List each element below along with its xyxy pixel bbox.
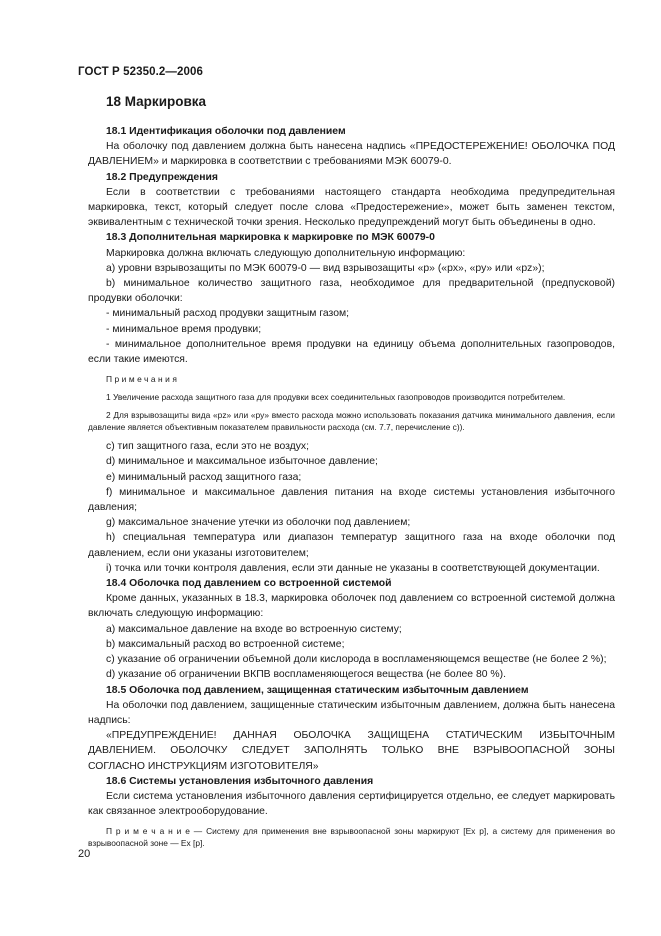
paragraph: е) минимальный расход защитного газа; [106,471,302,483]
paragraph: 18.3 Дополнительная маркировка к маркировке по МЭК 60079-0 [106,232,435,244]
paragraph: На оболочку под давлением должна быть нанесена надпись «ПРЕДОСТЕРЕЖЕНИЕ! ОБОЛОЧКА ПОД ДАВЛЕНИЕМ» и маркировка в соответствии с требованиями МЭК 60079-0. [88,141,615,168]
paragraph: g) максимальное значение утечки из оболочки под давлением; [106,517,411,529]
paragraph: 18.4 Оболочка под давлением со встроенной системой [106,578,392,590]
paragraph: П р и м е ч а н и е — Систему для применения вне взрывоопасной зоны маркируют [Ex p], а систему для применения во взрывоопасной зоне — Ex [p]. [88,826,615,849]
paragraph: i) точка или точки контроля давления, если эти данные не указаны в соответствующей документации. [106,562,600,574]
paragraph: d) минимальное и максимальное избыточное давление; [106,456,378,468]
paragraph: d) указание об ограничении ВКПВ воспламеняющегося вещества (не более 80 %). [106,669,506,681]
paragraph: СОГЛАСНО ИНСТРУКЦИЯМ ИЗГОТОВИТЕЛЯ» [88,760,319,772]
paragraph: 1 Увеличение расхода защитного газа для продувки всех соединительных газопроводов производится потребителем. [106,392,566,403]
paragraph: f) минимальное и максимальное давления питания на входе системы установления избыточного давления; [88,486,615,514]
section-title: 18 Маркировка [106,94,207,109]
paragraph: Кроме данных, указанных в 18.3, маркировка оболочек под давлением со встроенной системой должна включать следующую информацию: [88,593,615,620]
document-body [88,124,615,855]
paragraph: 18.5 Оболочка под давлением, защищенная статическим избыточным давлением [106,684,529,696]
page-number: 20 [78,848,91,860]
paragraph: «ПРЕДУПРЕЖДЕНИЕ! ДАННАЯ ОБОЛОЧКА ЗАЩИЩЕНА СТАТИЧЕСКИМ ИЗБЫТОЧНЫМ ДАВЛЕНИЕМ. ОБОЛОЧКУ СЛЕДУЕТ ЗАПОЛНЯТЬ ТОЛЬКО ВНЕ ВЗРЫВООПАСНОЙ ЗОНЫ [88,730,615,757]
paragraph: - минимальное дополнительное время продувки на единицу объема дополнительных газопроводов, если такие имеются. [88,338,615,366]
paragraph: - минимальный расход продувки защитным газом; [106,308,350,320]
paragraph: с) тип защитного газа, если это не воздух; [106,441,310,453]
paragraph: a) уровни взрывозащиты по МЭК 60079-0 — вид взрывозащиты «р» («px», «py» или «pz»); [106,262,545,274]
paragraph: Примечания [106,374,180,385]
paragraph: Если система установления избыточного давления сертифицируется отдельно, ее следует маркировать как связанное электрооборудование. [88,790,615,818]
paragraph: - минимальное время продувки; [106,323,262,335]
paragraph: 18.2 Предупреждения [106,171,218,183]
paragraph: 18.6 Системы установления избыточного давления [106,775,374,787]
paragraph: 18.1 Идентификация оболочки под давлением [106,126,346,137]
paragraph: b) максимальный расход во встроенной системе; [106,638,345,650]
paragraph: b) минимальное количество защитного газа, необходимое для предварительной (предпусковой) продувки оболочки: [88,278,615,305]
paragraph: На оболочки под давлением, защищенные статическим избыточным давлением, должна быть нанесена надпись: [88,699,615,726]
paragraph: a) максимальное давление на входе во встроенную систему; [106,623,402,635]
paragraph: с) указание об ограничении объемной доли кислорода в воспламеняющемся веществе (не более 2 %); [106,654,607,666]
paragraph: h) специальная температура или диапазон температур защитного газа на входе оболочки под давлением, если они указаны изготовителем; [88,532,615,559]
paragraph: 2 Для взрывозащиты вида «pz» или «py» вместо расхода можно использовать показания датчика минимального давления, если давление является объективным показателем правильности расхода (см. 7.7, перечисление с)). [88,410,615,433]
paragraph: Если в соответствии с требованиями настоящего стандарта необходима предупредительная маркировка, текст, который следует после слова «Предостережение», может быть заменен текстом, эквивалентным с технической точки зрения. Несколько предупреждений могут быть объединены в одно. [88,186,615,229]
paragraph: Маркировка должна включать следующую дополнительную информацию: [106,247,466,259]
document-header: ГОСТ Р 52350.2—2006 [78,66,203,78]
